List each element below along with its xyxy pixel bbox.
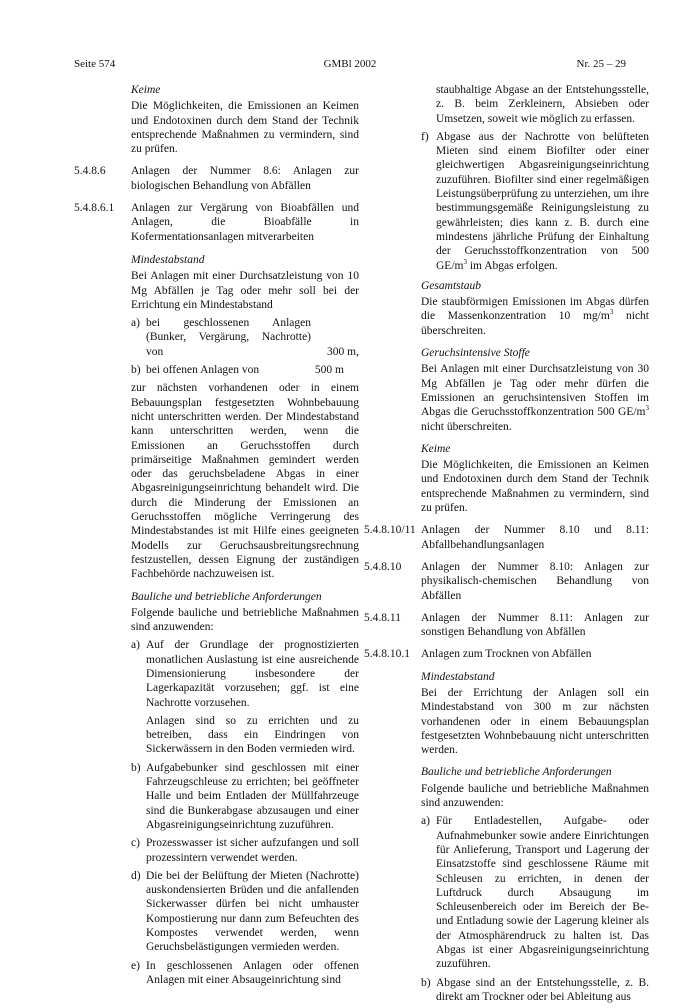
list-item (131, 959, 359, 988)
section-title: Anlagen zum Trocknen von Abfällen (421, 648, 592, 661)
bauliche-intro: Folgende bauliche und betriebliche Maßnahmen sind anzuwenden: (421, 782, 649, 810)
section-5-4-8-6-1 (74, 201, 359, 244)
right-column (364, 83, 650, 1008)
list-text: Für Entladestellen, Aufgabe- oder Aufnahmebunker sowie andere Einrichtungen für Anlieferung, Transport und Lagerung der Einsatzstoffe sind geschlossene Räume mit Schleusen zu errichten, in denen der Luftdruck durch Absaugung im Schleusenbereich oder im Bereich der Be- und Entladung sowie der Lagerung kleiner als der Atmosphärendruck zu halten ist. Das Abgas ist einer Abgasreinigungseinrichtung zuzuführen. (436, 815, 649, 971)
section-5-4-8-6 (74, 164, 359, 193)
section-number: 5.4.8.6.1 (74, 202, 115, 215)
list-marker: a) (421, 815, 430, 828)
gesamtstaub-heading: Gesamtstaub (421, 279, 482, 292)
list-text: Prozesswasser ist sicher aufzufangen und soll prozessintern verwendet werden. (146, 837, 359, 864)
list-marker: b) (131, 761, 141, 774)
list-text: Abgase sind an der Entstehungsstelle, z. B. direkt am Trockner oder bei Ableitung aus (436, 976, 649, 1003)
mindestabstand-heading: Mindestabstand (131, 253, 205, 266)
geruch-text: Bei Anlagen mit einer Durchsatzleistung von 30 Mg Abfällen je Tag oder mehr dürfen die Emissionen an geruchsintensiven Stoffen im Abgas die Geruchsstoffkonzentration 500 $GE/m^3$ nicht überschreiten. (421, 363, 649, 433)
mindestabstand-text-2: zur nächsten vorhandenen oder in einem Bebauungsplan festgesetzten Wohnbebauung nicht unterschritten werden. Der Mindestabstand kann unterschritten werden, wenn die Emissionen an Geruchsstoffen durch primärseitige Maßnahmen gemindert werden oder das geruchsbeladene Abgas in einer Abgasreinigungseinrichtung behandelt wird. Die durch die Minderung der Emissionen an Geruchsstoffen mögliche Verringerung des Mindestabstandes ist mit Hilfe eines geeigneten Modells zur Geruchsausbreitungsrechnung festzustellen, dessen Eignung der zuständigen Fachbehörde nachzuweisen ist. (131, 382, 359, 581)
mindestabstand-text: Bei der Errichtung der Anlagen soll ein Mindestabstand von 300 m zur nächsten vorhandenen oder in einem Bebauungsplan festgesetzten Wohnbebauung nicht unterschritten werden. (421, 686, 649, 757)
list-item (131, 363, 359, 377)
list-item (131, 638, 359, 756)
section-title: Anlagen zur Vergärung von Bioabfällen und Anlagen, die Bioabfälle in Kofermentationsanlagen mitverarbeiten (131, 202, 359, 243)
keime-text: Die Möglichkeiten, die Emissionen an Keimen und Endotoxinen durch dem Stand der Technik entsprechende Maßnahmen zu vermindern, sind zu prüfen. (131, 100, 359, 156)
list-item (131, 761, 359, 832)
list-marker: a) (131, 639, 140, 652)
section-title: Anlagen der Nummer 8.11: Anlagen zur sonstigen Behandlung von Abfällen (421, 611, 649, 639)
gesamtstaub-text: Die staubförmigen Emissionen im Abgas dürfen die Massenkonzentration 10 $mg/m^3$ nicht überschreiten. (421, 296, 649, 337)
section-5-4-8-10-1 (364, 647, 649, 661)
list-item (131, 316, 359, 359)
list-marker: a) (131, 317, 140, 330)
list-text: bei offenen Anlagen von (146, 364, 260, 377)
issue-number: Nr. 25 – 29 (576, 58, 626, 70)
list-item (421, 814, 649, 971)
list-text: Die bei der Belüftung der Mieten (Nachrotte) auskondensierten Brüden und die anfallenden Sickerwasser dürfen bei nicht umhauster Kompostierung nur dann zum Befeuchten des Kompostes verwendet werden, wenn Geruchsbelästigungen vermieden werden. (146, 869, 359, 954)
section-number: 5.4.8.10.1 (364, 648, 410, 661)
list-item (131, 836, 359, 865)
list-marker: b) (421, 976, 431, 989)
list-item (131, 869, 359, 955)
list-marker: b) (131, 364, 141, 377)
list-text: Aufgabebunker sind geschlossen mit einer Fahrzeugschleuse zu errichten; bei geöffneter Halle und beim Entladen der Müllfahrzeuge sind die Bunkerabgase abzusaugen und einer Abgasreinigungseinrichtung zuzuführen. (146, 761, 359, 831)
list-text-continued: Anlagen sind so zu errichten und zu betreiben, dass ein Eindringen von Sickerwässern in den Boden vermieden wird. (146, 714, 359, 756)
mindestabstand-text: Bei Anlagen mit einer Durchsatzleistung von 10 Mg Abfällen je Tag oder mehr soll bei der Errichtung ein Mindestabstand (131, 270, 359, 311)
keime-text: Die Möglichkeiten, die Emissionen an Keimen und Endotoxinen durch dem Stand der Technik entsprechende Maßnahmen zu vermindern, sind zu prüfen. (421, 459, 649, 515)
list-text: Abgase aus der Nachrotte von belüfteten Mieten sind einem Biofilter oder einer gleichwertigen Abgasreinigungseinrichtung zuzuführen. Biofilter sind einer regelmäßigen Leistungsüberprüfung zu unterziehen, um ihre bestimmungsgemäße Reinigungsleistung zu gewährleisten; dies kann z. B. durch eine mindestens jährliche Prüfung der Einhaltung der Geruchsstoffkonzentration von 500 $GE/m^3$ im Abgas erfolgen. (436, 130, 650, 272)
left-column (74, 83, 359, 991)
section-number: 5.4.8.10 (364, 560, 402, 573)
list-item (421, 130, 649, 273)
section-number: 5.4.8.11 (364, 611, 401, 624)
list-item (421, 83, 649, 126)
section-title: Anlagen der Nummer 8.10: Anlagen zur physikalisch-chemischen Behandlung von Abfällen (421, 560, 649, 602)
mindestabstand-heading: Mindestabstand (421, 670, 495, 683)
requirements-list (421, 814, 649, 1004)
bauliche-heading: Bauliche und betriebliche Anforderungen (131, 590, 322, 603)
journal-issue: GMBl 2002 (323, 58, 377, 70)
list-marker: c) (131, 837, 140, 850)
distance-list (131, 316, 359, 377)
requirements-list-continued (421, 83, 649, 273)
geruch-heading: Geruchsintensive Stoffe (421, 347, 530, 360)
keime-heading: Keime (421, 442, 451, 455)
list-text: In geschlossenen Anlagen oder offenen Anlagen mit einer Absaugeinrichtung sind (146, 959, 359, 986)
page-header (0, 57, 700, 73)
list-text: Auf der Grundlage der prognostizierten monatlichen Auslastung ist eine ausreichende Dimensionierung insbesondere der Lagerkapazität vorzusehen; ggf. ist eine Nachrotte vorzusehen. (146, 639, 359, 709)
section-5-4-8-11 (364, 611, 649, 640)
section-5-4-8-10-11 (364, 523, 649, 552)
keime-heading: Keime (131, 84, 161, 96)
list-marker: f) (421, 130, 429, 143)
distance-value: 300 m, (327, 345, 359, 358)
bauliche-heading: Bauliche und betriebliche Anforderungen (421, 766, 612, 779)
list-text: bei geschlossenen Anlagen (Bunker, Vergärung, Nachrotte) von (146, 317, 311, 358)
section-5-4-8-10 (364, 560, 649, 603)
section-title: Anlagen der Nummer 8.10 und 8.11: Abfallbehandlungsanlagen (421, 524, 649, 551)
list-marker: e) (131, 959, 140, 972)
page-number: Seite 574 (74, 58, 116, 70)
bauliche-intro: Folgende bauliche und betriebliche Maßnahmen sind anzuwenden: (131, 606, 359, 634)
list-text: staubhaltige Abgase an der Entstehungsstelle, z. B. beim Zerkleinern, Absieben oder Umsetzen, soweit wie möglich zu erfassen. (436, 84, 649, 125)
section-number: 5.4.8.10/11 (364, 524, 416, 537)
section-title: Anlagen der Nummer 8.6: Anlagen zur biologischen Behandlung von Abfällen (131, 165, 359, 192)
requirements-list (131, 638, 359, 987)
list-marker: d) (131, 869, 141, 882)
section-number: 5.4.8.6 (74, 165, 106, 178)
distance-value: 500 m (314, 364, 344, 377)
